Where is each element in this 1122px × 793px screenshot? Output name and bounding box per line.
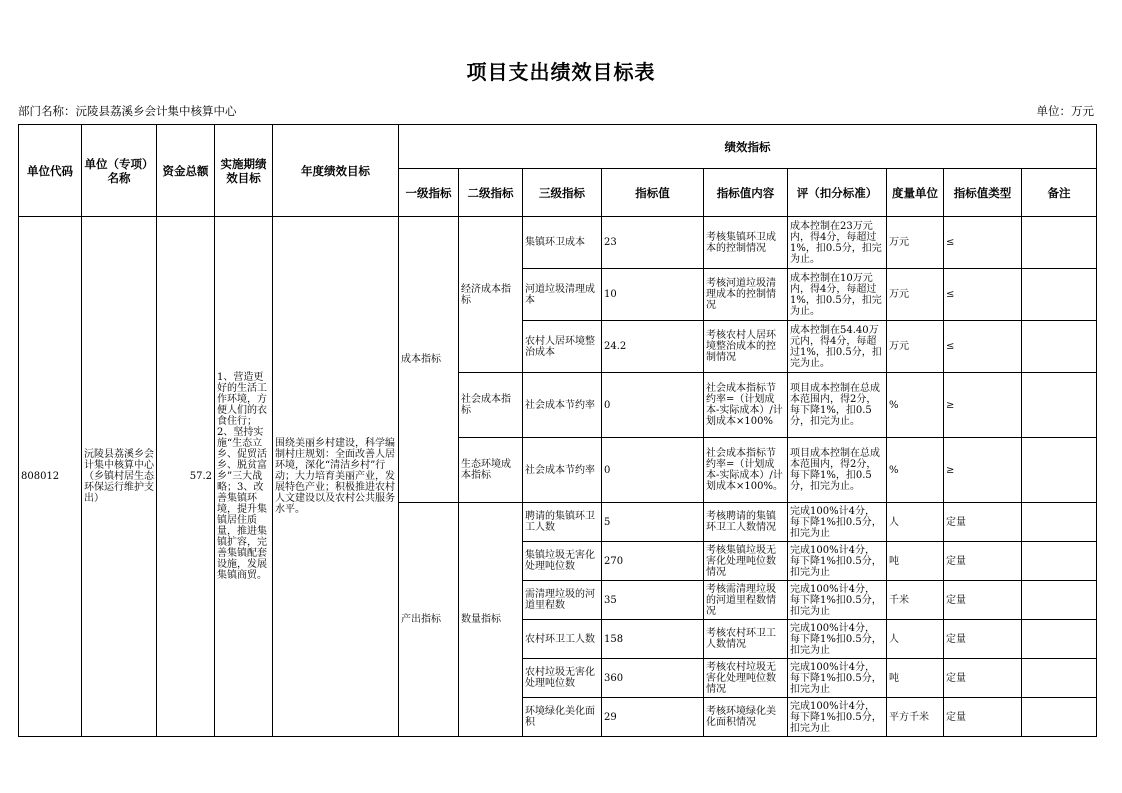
row-level3: 农村人居环境整治成本: [523, 321, 602, 373]
row-type: 定量: [944, 503, 1022, 542]
row-remark: [1022, 542, 1097, 581]
row-level3: 集镇环卫成本: [523, 217, 602, 269]
row-content: 考核集镇环卫成本的控制情况: [704, 217, 788, 269]
row-unit: 万元: [887, 269, 944, 321]
impl-goal-cell: 1、营造更好的生活工作环境，方便人们的衣食住行；2、坚持实施“生态立乡、促贸活乡、脱贫富乡”三大战略；3、改善集镇环境，提升集镇居住质量，推进集镇扩容，完善集镇配套设施，发展集镇商贸。: [215, 217, 273, 737]
header-remark: 备注: [1022, 169, 1097, 217]
row-content: 社会成本指标节约率=（计划成本-实际成本）/计划成本×100%: [704, 373, 788, 438]
header-total-funds: 资金总额: [157, 125, 215, 217]
row-unit: 吨: [887, 542, 944, 581]
header-unit-code: 单位代码: [19, 125, 82, 217]
row-value: 158: [602, 620, 704, 659]
row-scoring: 完成100%计4分，每下降1%扣0.5分，扣完为止: [788, 620, 887, 659]
row-remark: [1022, 620, 1097, 659]
row-unit: 万元: [887, 217, 944, 269]
row-value: 24.2: [602, 321, 704, 373]
header-unit-name: 单位（专项）名称: [82, 125, 157, 217]
row-content: 考核环境绿化美化面积情况: [704, 698, 788, 737]
row-content: 考核需清理垃圾的河道里程数情况: [704, 581, 788, 620]
row-scoring: 完成100%计4分，每下降1%扣0.5分，扣完为止: [788, 503, 887, 542]
row-unit: %: [887, 438, 944, 503]
level2-eco: 生态环境成本指标: [459, 438, 523, 503]
annual-goal-cell: 围绕美丽乡村建设，科学编制村庄规划：全面改善人居环境，深化“清洁乡村”行动；大力培育美丽产业，发展特色产业；积极推进农村人文建设以及农村公共服务水平。: [273, 217, 399, 737]
row-value: 35: [602, 581, 704, 620]
header-level2: 二级指标: [459, 169, 523, 217]
header-value: 指标值: [602, 169, 704, 217]
level1-cost: 成本指标: [399, 217, 459, 503]
row-content: 考核农村垃圾无害化处理吨位数情况: [704, 659, 788, 698]
header-value-type: 指标值类型: [944, 169, 1022, 217]
header-annual-goal: 年度绩效目标: [273, 125, 399, 217]
row-remark: [1022, 503, 1097, 542]
row-scoring: 成本控制在54.40万元内，得4分，每超过1%，扣0.5分，扣完为止。: [788, 321, 887, 373]
row-unit: 人: [887, 620, 944, 659]
level1-output: 产出指标: [399, 503, 459, 737]
row-remark: [1022, 438, 1097, 503]
row-value: 23: [602, 217, 704, 269]
row-scoring: 完成100%计4分，每下降1%扣0.5分，扣完为止: [788, 698, 887, 737]
header-level1: 一级指标: [399, 169, 459, 217]
unit-label: 单位：万元: [1036, 104, 1094, 118]
row-remark: [1022, 217, 1097, 269]
header-value-content: 指标值内容: [704, 169, 788, 217]
row-remark: [1022, 321, 1097, 373]
row-remark: [1022, 269, 1097, 321]
header-measure-unit: 度量单位: [887, 169, 944, 217]
row-unit: 万元: [887, 321, 944, 373]
row-level3: 集镇垃圾无害化处理吨位数: [523, 542, 602, 581]
row-content: 考核河道垃圾清理成本的控制情况: [704, 269, 788, 321]
row-level3: 社会成本节约率: [523, 438, 602, 503]
page-title: 项目支出绩效目标表: [466, 60, 656, 84]
row-type: ≤: [944, 269, 1022, 321]
row-level3: 环境绿化美化面积: [523, 698, 602, 737]
row-value: 0: [602, 438, 704, 503]
row-unit: 平方千米: [887, 698, 944, 737]
unit-name-cell: 沅陵县荔溪乡会计集中核算中心（乡镇村居生态环保运行维护支出）: [82, 217, 157, 737]
row-type: ≥: [944, 373, 1022, 438]
row-remark: [1022, 581, 1097, 620]
unit-code-cell: 808012: [19, 217, 82, 737]
row-content: 考核集镇垃圾无害化处理吨位数情况: [704, 542, 788, 581]
row-type: 定量: [944, 620, 1022, 659]
row-content: 考核农村人居环境整治成本的控制情况: [704, 321, 788, 373]
level2-quantity: 数量指标: [459, 503, 523, 737]
department-label: 部门名称：沅陵县荔溪乡会计集中核算中心: [18, 104, 237, 118]
row-remark: [1022, 698, 1097, 737]
row-type: ≤: [944, 217, 1022, 269]
row-scoring: 完成100%计4分，每下降1%扣0.5分，扣完为止: [788, 581, 887, 620]
row-level3: 农村环卫工人数: [523, 620, 602, 659]
row-content: 考核聘请的集镇环卫工人数情况: [704, 503, 788, 542]
row-value: 0: [602, 373, 704, 438]
row-value: 29: [602, 698, 704, 737]
row-value: 10: [602, 269, 704, 321]
row-value: 360: [602, 659, 704, 698]
row-level3: 需清理垃圾的河道里程数: [523, 581, 602, 620]
performance-target-table: [18, 124, 1097, 737]
row-scoring: 项目成本控制在总成本范围内，得2分，每下降1%，扣0.5分，扣完为止。: [788, 373, 887, 438]
row-type: ≥: [944, 438, 1022, 503]
row-remark: [1022, 659, 1097, 698]
row-level3: 农村垃圾无害化处理吨位数: [523, 659, 602, 698]
row-scoring: 完成100%计4分，每下降1%扣0.5分，扣完为止: [788, 659, 887, 698]
row-value: 5: [602, 503, 704, 542]
header-scoring: 评（扣分标准）: [788, 169, 887, 217]
total-funds-cell: 57.2: [157, 217, 215, 737]
row-level3: 聘请的集镇环卫工人数: [523, 503, 602, 542]
row-unit: 人: [887, 503, 944, 542]
row-type: 定量: [944, 659, 1022, 698]
header-impl-goal: 实施期绩效目标: [215, 125, 273, 217]
row-unit: 千米: [887, 581, 944, 620]
header-perf-indicators: 绩效指标: [399, 125, 1097, 169]
row-value: 270: [602, 542, 704, 581]
row-content: 考核农村环卫工人数情况: [704, 620, 788, 659]
row-scoring: 项目成本控制在总成本范围内，得2分，每下降1%，扣0.5分，扣完为止。: [788, 438, 887, 503]
header-level3: 三级指标: [523, 169, 602, 217]
row-unit: %: [887, 373, 944, 438]
row-type: 定量: [944, 698, 1022, 737]
row-content: 社会成本指标节约率=（计划成本-实际成本）/计划成本×100%。: [704, 438, 788, 503]
level2-social: 社会成本指标: [459, 373, 523, 438]
row-type: ≤: [944, 321, 1022, 373]
row-level3: 河道垃圾清理成本: [523, 269, 602, 321]
row-scoring: 成本控制在10万元内，得4分，每超过1%，扣0.5分，扣完为止。: [788, 269, 887, 321]
row-scoring: 成本控制在23万元内，得4分，每超过1%，扣0.5分，扣完为止。: [788, 217, 887, 269]
row-scoring: 完成100%计4分，每下降1%扣0.5分，扣完为止: [788, 542, 887, 581]
row-type: 定量: [944, 542, 1022, 581]
row-remark: [1022, 373, 1097, 438]
row-level3: 社会成本节约率: [523, 373, 602, 438]
row-type: 定量: [944, 581, 1022, 620]
row-unit: 吨: [887, 659, 944, 698]
level2-economic: 经济成本指标: [459, 217, 523, 373]
